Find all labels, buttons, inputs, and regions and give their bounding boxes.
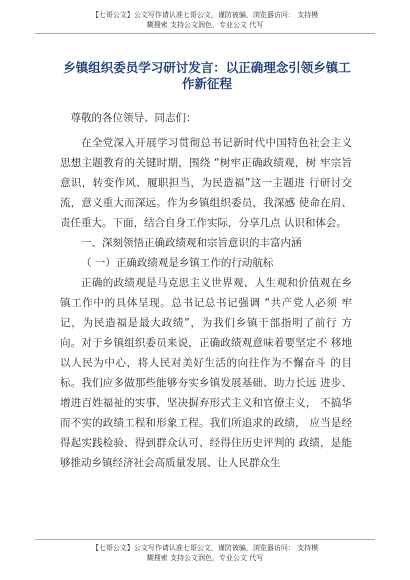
footer-divider xyxy=(35,539,375,540)
footer-line-2: 糊搜索 支持公文润色，专业公文 代写 xyxy=(146,554,264,562)
body-paragraph: 正确的政绩观是马克思主义世界观、人生观和价值观在乡镇工作中的具体呈现。总书记总书记强调 “共产党人必须 牢记，为民造福是最大政绩”，为我们乡镇干部指明了前行 方向。对于乡镇组织委员来说，正确政绩观意味着要坚定不 移地以人民为中心，将人民对美好生活的向往作为不懈奋斗 的目标。我们应多做那些能够夯实乡镇发展基础、助力长远 进步、增进百姓福祉的实事，坚决摒弃形式主义和官僚主义， 不搞华而不实的政绩工程和形象工程。我们所追求的政绩， 应当是经得起实践检验、得到群众认可、经得住历史评判的 政绩，是能够推动乡镇经济社会高质量发展、让人民群众生 xyxy=(60,277,352,469)
header-divider xyxy=(35,33,375,34)
intro-paragraph: 在全党深入开展学习贯彻总书记新时代中国特色社会主义思想主题教育的关键时期，围绕 “树牢正确政绩观，树 牢宗旨意识，转变作风、履职担当，为民造福”这一主题进 行研讨交流，意义重大而深远。作为乡镇组织委员，我深感 使命在肩、责任重大。下面，结合自身工作实际，分享几点 认识和体会。 xyxy=(60,137,352,229)
page-header xyxy=(0,10,410,34)
header-line-2: 糊搜索 支持公文润色，专业公文 代写 xyxy=(146,21,264,29)
section-heading-1: 一、深刻领悟正确政绩观和宗旨意识的丰富内涵 xyxy=(81,237,302,249)
page-footer xyxy=(0,539,410,563)
header-line-1: 【七哥公文】公文写作请认准七哥公文，谨防被骗，浏览器访问： 支持模 xyxy=(91,11,319,19)
document-title: 乡镇组织委员学习研讨发言：以正确理念引领乡镇工作新征程 xyxy=(63,60,351,91)
subsection-heading-1: （ 一）正确政绩观是乡镇工作的行动航标 xyxy=(81,257,274,269)
greeting: 尊敬的各位领导、同志们： xyxy=(70,112,197,124)
document-body xyxy=(60,108,352,473)
footer-line-1: 【七哥公文】公文写作请认准七哥公文，谨防被骗，浏览器访问： 支持模 xyxy=(91,544,319,552)
